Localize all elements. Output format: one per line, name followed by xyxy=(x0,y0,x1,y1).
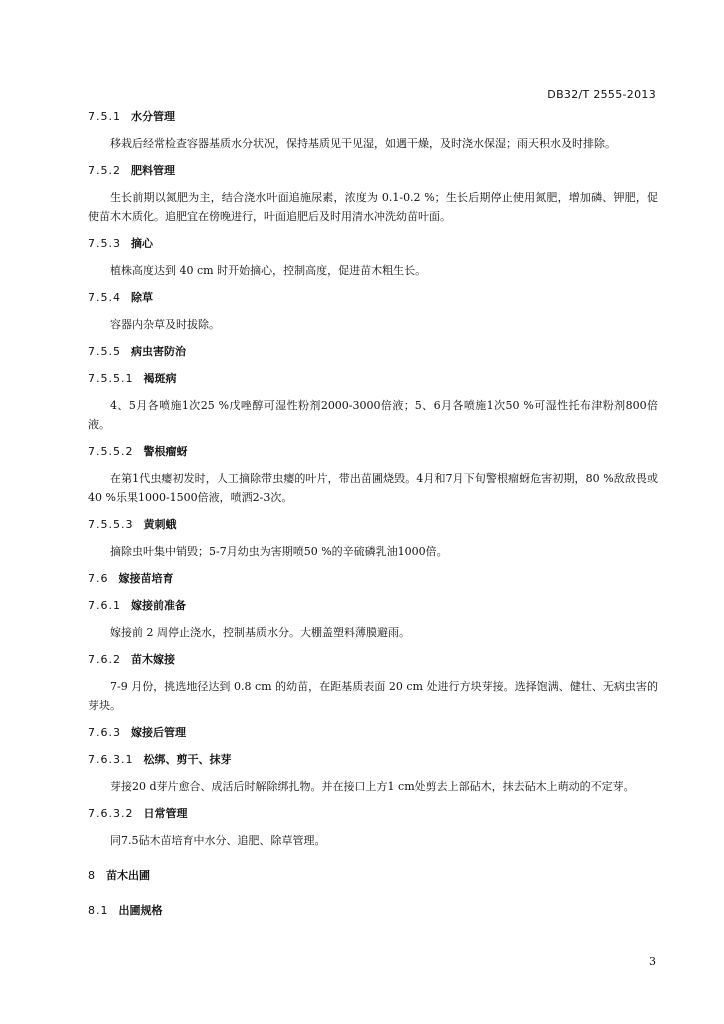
heading-7-5-4 xyxy=(88,289,658,307)
heading-7-5-5 xyxy=(88,343,658,361)
paragraph: 7-9 月份，挑选地径达到 0.8 cm 的幼苗，在距基质表面 20 cm 处进行方块芽接。选择饱满、健壮、无病虫害的芽块。 xyxy=(88,680,658,712)
heading-number: 7.5.4 xyxy=(88,291,121,304)
heading-number: 7.6.3 xyxy=(88,726,121,739)
heading-title: 褐斑病 xyxy=(143,372,177,385)
heading-title: 病虫害防治 xyxy=(131,345,186,358)
paragraph: 在第1代虫瘿初发时，人工摘除带虫瘿的叶片，带出苗圃烧毁。4月和7月下旬警根瘤蚜危害初期，80 %敌敌畏或40 %乐果1000-1500倍液，喷洒2-3次。 xyxy=(88,472,658,504)
heading-number: 7.5.1 xyxy=(88,110,121,123)
document-code: DB32/T 2555-2013 xyxy=(547,88,656,101)
heading-number: 7.5.5.1 xyxy=(88,372,134,385)
heading-number: 7.6.2 xyxy=(88,653,121,666)
heading-7-6-2 xyxy=(88,651,658,669)
page-number: 3 xyxy=(649,955,656,968)
paragraph: 移栽后经常检查容器基质水分状况，保持基质见干见湿，如遇干燥，及时浇水保湿；雨天积水及时排除。 xyxy=(110,137,616,150)
paragraph: 芽接20 d芽片愈合、成活后时解除绑扎物。并在接口上方1 cm处剪去上部砧木，抹去砧木上萌动的不定芽。 xyxy=(110,780,635,793)
heading-title: 摘心 xyxy=(131,237,153,250)
heading-7-5-5-3 xyxy=(88,516,658,534)
paragraph: 摘除虫叶集中销毁；5-7月幼虫为害期喷50 %的辛硫磷乳油1000倍。 xyxy=(110,545,448,558)
heading-number: 7.5.5.2 xyxy=(88,445,134,458)
heading-8 xyxy=(88,867,658,885)
heading-7-5-2 xyxy=(88,162,658,180)
paragraph: 嫁接前 2 周停止浇水，控制基质水分。大棚盖塑料薄膜避雨。 xyxy=(110,626,410,639)
heading-title: 松绑、剪干、抹芽 xyxy=(143,753,232,766)
heading-title: 除草 xyxy=(131,291,153,304)
heading-title: 嫁接后管理 xyxy=(131,726,186,739)
heading-7-5-3 xyxy=(88,235,658,253)
heading-number: 8 xyxy=(88,869,96,882)
heading-7-6-3-2 xyxy=(88,805,658,823)
heading-7-5-5-1 xyxy=(88,370,658,388)
heading-number: 7.6.3.2 xyxy=(88,807,134,820)
heading-title: 日常管理 xyxy=(143,807,188,820)
heading-8-1 xyxy=(88,902,658,920)
heading-title: 水分管理 xyxy=(131,110,175,123)
heading-number: 7.5.5.3 xyxy=(88,518,134,531)
heading-7-6-3 xyxy=(88,724,658,742)
heading-number: 7.6.3.1 xyxy=(88,753,134,766)
heading-number: 7.6.1 xyxy=(88,599,121,612)
heading-number: 7.5.3 xyxy=(88,237,121,250)
heading-number: 7.5.2 xyxy=(88,164,121,177)
heading-title: 警根瘤蚜 xyxy=(143,445,188,458)
heading-number: 7.6 xyxy=(88,572,109,585)
heading-7-5-1 xyxy=(88,108,658,126)
heading-title: 苗木嫁接 xyxy=(131,653,175,666)
heading-7-6-1 xyxy=(88,597,658,615)
paragraph: 植株高度达到 40 cm 时开始摘心，控制高度，促进苗木粗生长。 xyxy=(110,264,427,277)
heading-number: 7.5.5 xyxy=(88,345,121,358)
heading-title: 黄刺蛾 xyxy=(143,518,177,531)
heading-title: 出圃规格 xyxy=(118,904,163,917)
document-body xyxy=(88,108,658,920)
heading-title: 苗木出圃 xyxy=(106,869,150,882)
heading-title: 嫁接前准备 xyxy=(131,599,186,612)
heading-number: 8.1 xyxy=(88,904,109,917)
heading-title: 肥料管理 xyxy=(131,164,175,177)
heading-7-5-5-2 xyxy=(88,443,658,461)
heading-7-6-3-1 xyxy=(88,751,658,769)
heading-title: 嫁接苗培育 xyxy=(118,572,174,585)
paragraph: 4、5月各喷施1次25 %戊唑醇可湿性粉剂2000-3000倍液；5、6月各喷施1次50 %可湿性托布津粉剂800倍液。 xyxy=(88,399,658,431)
paragraph: 容器内杂草及时拔除。 xyxy=(110,318,220,331)
heading-7-6 xyxy=(88,570,658,588)
paragraph: 生长前期以氮肥为主，结合浇水叶面追施尿素，浓度为 0.1-0.2 %；生长后期停止使用氮肥，增加磷、钾肥，促使苗木木质化。追肥宜在傍晚进行，叶面追肥后及时用清水冲洗幼苗叶面。 xyxy=(88,191,658,223)
paragraph: 同7.5砧木苗培育中水分、追肥、除草管理。 xyxy=(110,834,326,847)
